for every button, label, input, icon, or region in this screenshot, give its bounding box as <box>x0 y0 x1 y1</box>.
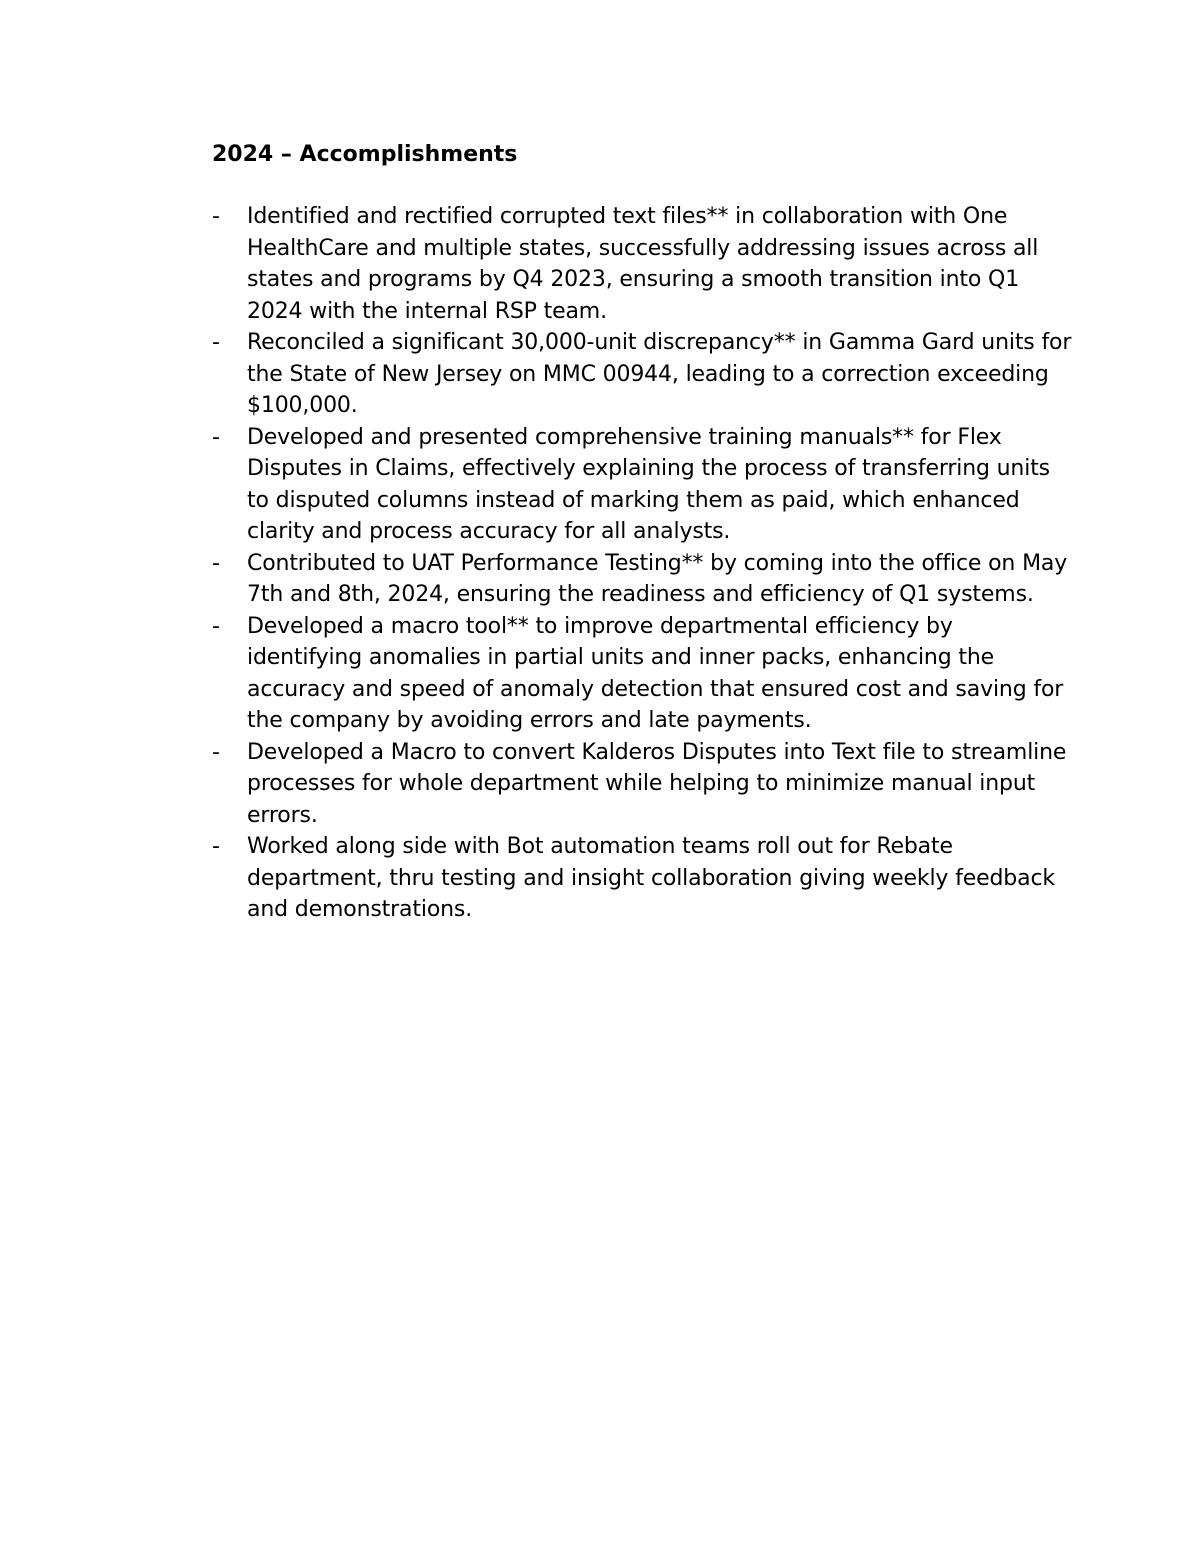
list-item <box>212 422 1072 548</box>
list-item-text: Developed a macro tool** to improve departmental efficiency by identifying anomalies in partial units and inner packs, enhancing the accuracy and speed of anomaly detection that ensured cost and saving for the company by avoiding errors and late payments. <box>247 613 1064 733</box>
bullet-marker: - <box>212 739 220 765</box>
bullet-marker: - <box>212 204 220 229</box>
accomplishments-list <box>212 201 1072 926</box>
list-item-text: Developed and presented comprehensive training manuals** for Flex Disputes in Claims, effectively explaining the process of transferring units to disputed columns instead of marking them as paid, which enhanced clarity and process accuracy for all analysts. <box>247 424 1050 544</box>
document-title: 2024 – Accomplishments <box>212 142 518 167</box>
bullet-marker: - <box>212 424 220 450</box>
list-item <box>212 327 1072 422</box>
list-item <box>212 201 1072 327</box>
bullet-marker: - <box>212 550 220 576</box>
list-item-text: Reconciled a significant 30,000-unit discrepancy** in Gamma Gard units for the State of New Jersey on MMC 00944, leading to a correction exceeding $100,000. <box>247 330 1072 418</box>
list-item <box>212 831 1072 926</box>
list-item-text: Contributed to UAT Performance Testing** by coming into the office on May 7th and 8th, 2024, ensuring the readiness and efficiency of Q1 systems. <box>247 550 1068 607</box>
list-item <box>212 737 1072 832</box>
bullet-marker: - <box>212 330 220 355</box>
document-body <box>212 139 1072 926</box>
list-item <box>212 611 1072 737</box>
list-item-text: Developed a Macro to convert Kalderos Disputes into Text file to streamline processes for whole department while helping to minimize manual input errors. <box>247 739 1067 828</box>
list-item <box>212 548 1072 611</box>
bullet-marker: - <box>212 834 220 859</box>
list-item-text: Worked along side with Bot automation teams roll out for Rebate department, thru testing and insight collaboration giving weekly feedback and demonstrations. <box>247 834 1055 922</box>
bullet-marker: - <box>212 613 220 639</box>
list-item-text: Identified and rectified corrupted text files** in collaboration with One HealthCare and multiple states, successfully addressing issues across all states and programs by Q4 2023, ensuring a smooth transition into Q1 2024 with the internal RSP team. <box>247 204 1039 324</box>
